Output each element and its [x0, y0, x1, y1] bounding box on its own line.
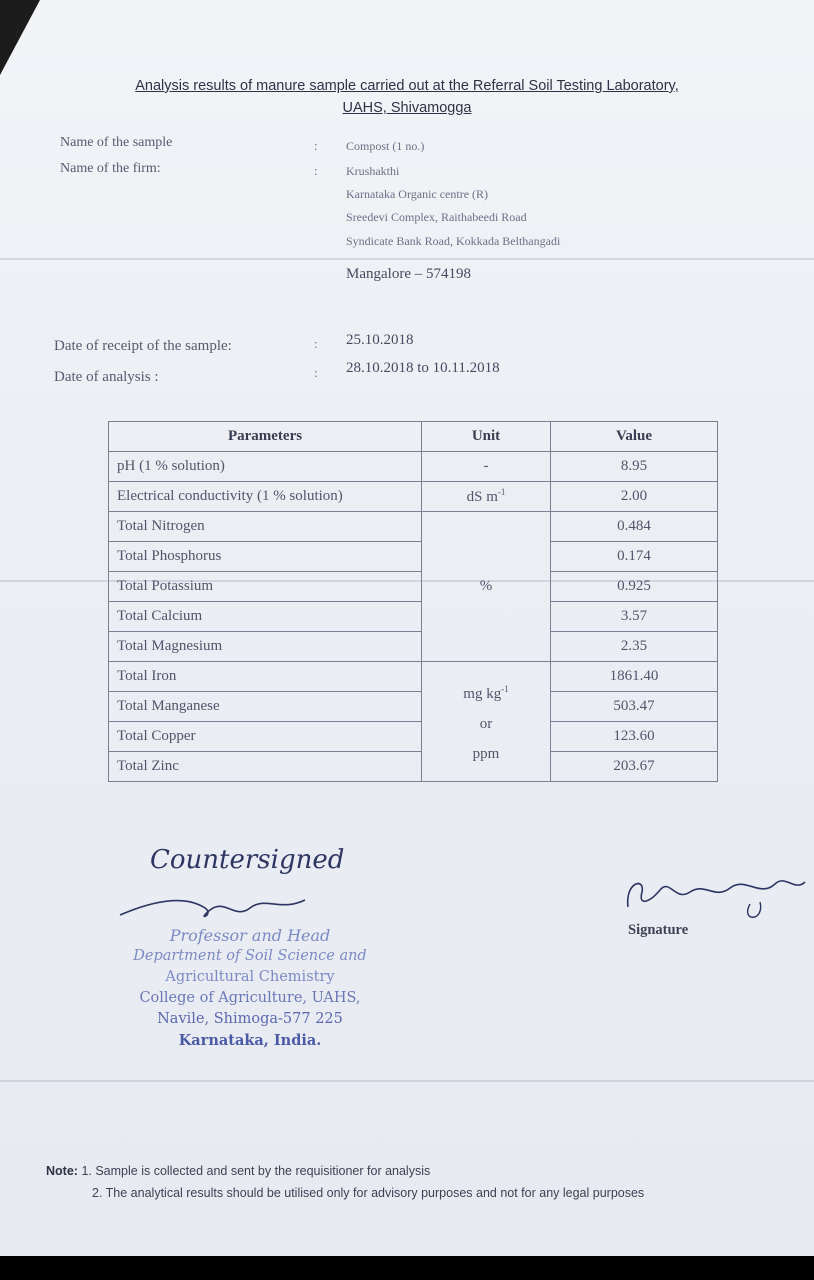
- header-parameters: Parameters: [109, 422, 422, 452]
- value-cell: 8.95: [551, 452, 718, 482]
- analysis-date-value: 28.10.2018 to 10.11.2018: [346, 360, 500, 376]
- unit-cell-percent: %: [422, 512, 551, 662]
- note-item: 2. The analytical results should be utilised only for advisory purposes and not for any legal purposes: [92, 1186, 645, 1200]
- table-row: [109, 752, 718, 782]
- table-row: [109, 662, 718, 692]
- sample-name-value: Compost (1 no.): [346, 139, 425, 153]
- unit-cell: [422, 482, 551, 512]
- lab-signature-scribble: [620, 862, 810, 922]
- firm-line: Krushakthi: [346, 164, 400, 178]
- value-cell: 0.174: [551, 542, 718, 572]
- stamp-line: Navile, Shimoga-577 225: [157, 1011, 343, 1027]
- param-cell: Total Manganese: [109, 692, 422, 722]
- stamp-line: Karnataka, India.: [178, 1032, 322, 1049]
- param-cell: Total Iron: [109, 662, 422, 692]
- value-cell: 2.00: [551, 482, 718, 512]
- table-row: [109, 452, 718, 482]
- param-cell: Total Phosphorus: [109, 542, 422, 572]
- department-stamp: [100, 925, 400, 1051]
- receipt-date-label: Date of receipt of the sample:: [54, 338, 232, 354]
- unit-superscript: -1: [501, 684, 509, 694]
- stamp-line: Agricultural Chemistry: [165, 969, 335, 985]
- table-row: [109, 722, 718, 752]
- report-subtitle: UAHS, Shivamogga: [342, 100, 472, 116]
- table-row: [109, 602, 718, 632]
- param-cell: pH (1 % solution): [109, 452, 422, 482]
- unit-or: or: [479, 716, 493, 732]
- stamp-line: Department of Soil Science and: [133, 948, 367, 964]
- unit-cell: -: [422, 452, 551, 482]
- value-cell: 3.57: [551, 602, 718, 632]
- value-cell: 203.67: [551, 752, 718, 782]
- value-cell: 0.484: [551, 512, 718, 542]
- paper-fold-line: [0, 258, 814, 260]
- firm-line: Sreedevi Complex, Raithabeedi Road: [346, 210, 527, 224]
- table-row: [109, 572, 718, 602]
- faint-stamp: [618, 958, 814, 968]
- colon: :: [314, 336, 318, 351]
- colon: :: [314, 365, 318, 380]
- colon: :: [314, 138, 318, 153]
- sample-name-label: Name of the sample: [60, 135, 173, 150]
- param-cell: Total Calcium: [109, 602, 422, 632]
- param-cell: Electrical conductivity (1 % solution): [109, 482, 422, 512]
- firm-line: Mangalore – 574198: [346, 266, 471, 282]
- param-cell: Total Potassium: [109, 572, 422, 602]
- table-row: [109, 542, 718, 572]
- note-label: Note:: [46, 1164, 78, 1178]
- table-header-row: [109, 422, 718, 452]
- analysis-date-label: Date of analysis :: [54, 369, 159, 385]
- header-unit: Unit: [422, 422, 551, 452]
- value-cell: 2.35: [551, 632, 718, 662]
- countersigned-handwriting: Countersigned: [150, 845, 345, 875]
- param-cell: Total Nitrogen: [109, 512, 422, 542]
- table-row: [109, 512, 718, 542]
- notes-section: [46, 1160, 644, 1204]
- results-table: [108, 421, 718, 782]
- param-cell: Total Magnesium: [109, 632, 422, 662]
- header-value: Value: [551, 422, 718, 452]
- stamp-line: College of Agriculture, UAHS,: [139, 990, 361, 1006]
- param-cell: Total Copper: [109, 722, 422, 752]
- unit-cell-mgkg: [422, 662, 551, 782]
- unit-ppm: ppm: [472, 746, 500, 762]
- unit-text: dS m: [466, 489, 498, 505]
- paper-fold-line: [0, 1080, 814, 1082]
- value-cell: 123.60: [551, 722, 718, 752]
- unit-text: mg kg: [463, 686, 502, 702]
- stamp-line: Professor and Head: [169, 926, 331, 945]
- signature-label: Signature: [628, 922, 689, 938]
- receipt-date-value: 25.10.2018: [346, 332, 414, 348]
- firm-name-label: Name of the firm:: [60, 161, 161, 176]
- table-row: [109, 632, 718, 662]
- value-cell: 503.47: [551, 692, 718, 722]
- folded-corner: [0, 0, 40, 75]
- value-cell: 1861.40: [551, 662, 718, 692]
- value-cell: 0.925: [551, 572, 718, 602]
- professor-signature-scribble: [115, 890, 315, 930]
- unit-superscript: -1: [497, 487, 506, 497]
- note-item: 1. Sample is collected and sent by the requisitioner for analysis: [81, 1164, 431, 1178]
- colon: :: [314, 163, 318, 178]
- table-row: [109, 482, 718, 512]
- param-cell: Total Zinc: [109, 752, 422, 782]
- firm-line: Syndicate Bank Road, Kokkada Belthangadi: [346, 234, 561, 248]
- table-row: [109, 692, 718, 722]
- firm-line: Karnataka Organic centre (R): [346, 187, 489, 201]
- report-title: Analysis results of manure sample carried out at the Referral Soil Testing Laboratory,: [135, 78, 679, 94]
